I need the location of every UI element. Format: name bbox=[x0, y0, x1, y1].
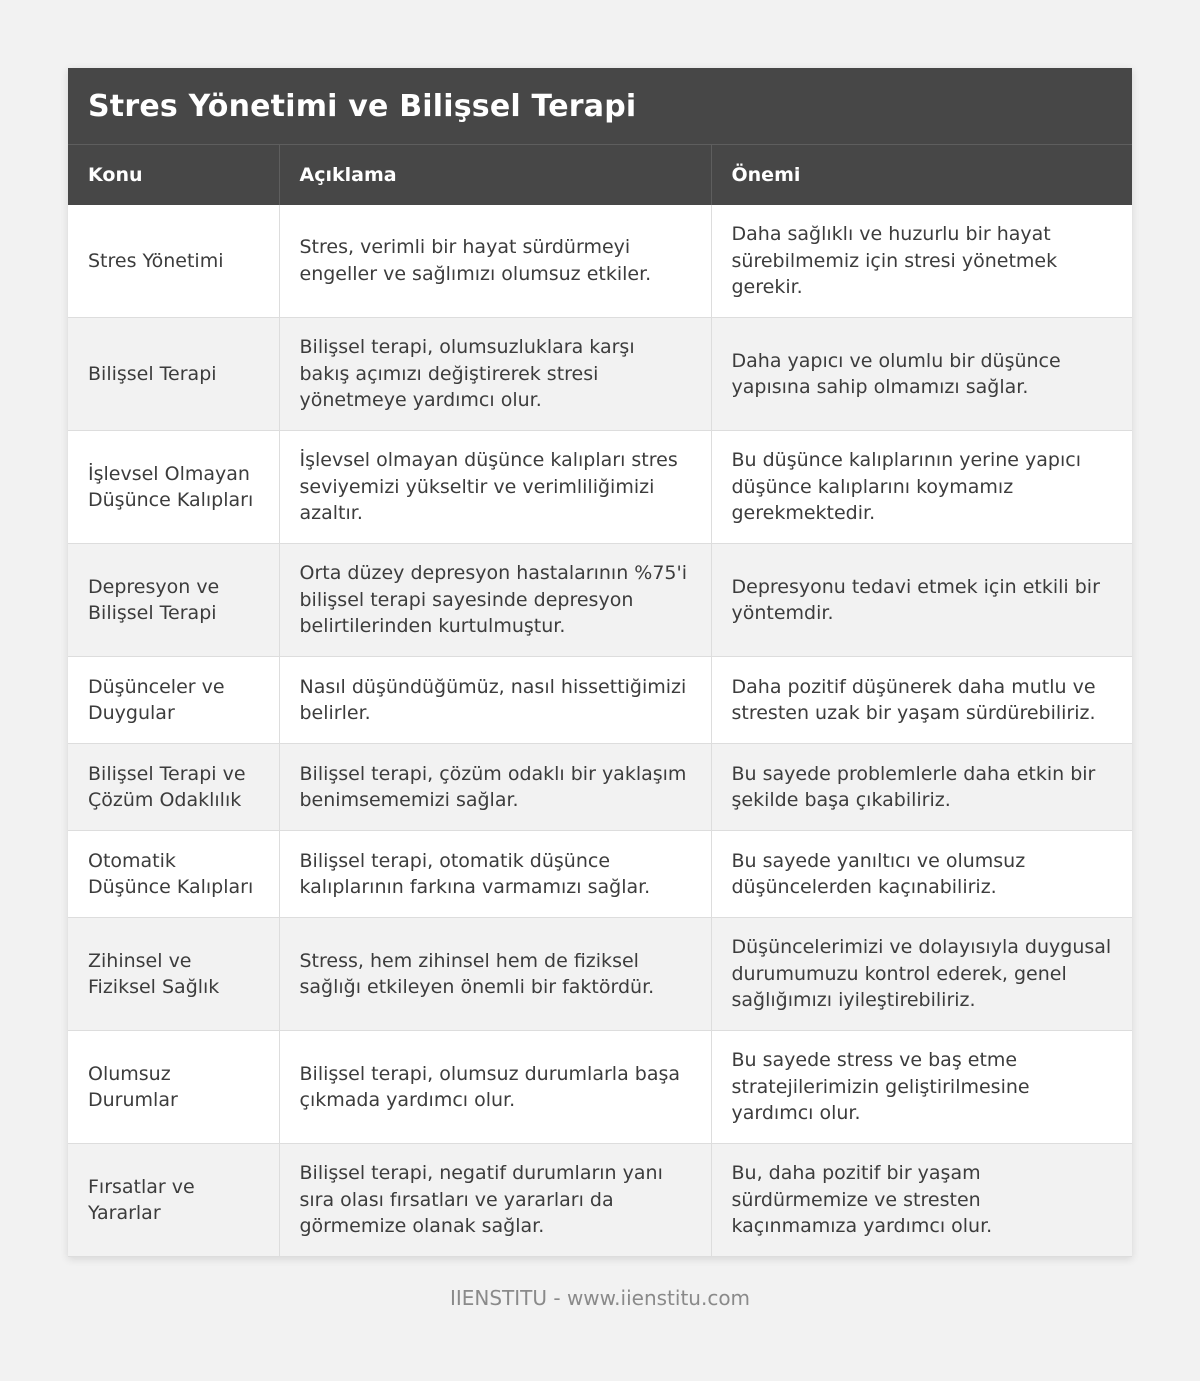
description-cell: Bilişsel terapi, negatif durumların yanı sıra olası fırsatları ve yararları da görmemize olanak sağlar. bbox=[279, 1144, 711, 1257]
importance-cell: Bu sayede problemlerle daha etkin bir şekilde başa çıkabiliriz. bbox=[711, 744, 1132, 831]
table-row bbox=[68, 544, 1132, 657]
table-row bbox=[68, 1031, 1132, 1144]
description-cell: Bilişsel terapi, olumsuz durumlarla başa çıkmada yardımcı olur. bbox=[279, 1031, 711, 1144]
importance-cell: Depresyonu tedavi etmek için etkili bir yöntemdir. bbox=[711, 544, 1132, 657]
description-cell: Nasıl düşündüğümüz, nasıl hissettiğimizi belirler. bbox=[279, 657, 711, 744]
table-row bbox=[68, 431, 1132, 544]
description-cell: Bilişsel terapi, çözüm odaklı bir yaklaşım benimsememizi sağlar. bbox=[279, 744, 711, 831]
importance-cell: Bu sayede yanıltıcı ve olumsuz düşüncelerden kaçınabiliriz. bbox=[711, 831, 1132, 918]
table-row bbox=[68, 657, 1132, 744]
column-header-description: Açıklama bbox=[279, 145, 711, 205]
table-card bbox=[68, 68, 1132, 1257]
importance-cell: Düşüncelerimizi ve dolayısıyla duygusal durumumuzu kontrol ederek, genel sağlığımızı iyileştirebiliriz. bbox=[711, 918, 1132, 1031]
topic-cell: Stres Yönetimi bbox=[68, 205, 279, 318]
description-cell: Bilişsel terapi, olumsuzluklara karşı bakış açımızı değiştirerek stresi yönetmeye yardımcı olur. bbox=[279, 318, 711, 431]
footer-credit: IIENSTITU - www.iienstitu.com bbox=[449, 1286, 751, 1310]
table-row bbox=[68, 318, 1132, 431]
title-bar bbox=[68, 68, 1132, 144]
importance-cell: Daha sağlıklı ve huzurlu bir hayat sürebilmemiz için stresi yönetmek gerekir. bbox=[711, 205, 1132, 318]
column-header-importance: Önemi bbox=[711, 145, 1132, 205]
description-cell: Bilişsel terapi, otomatik düşünce kalıplarının farkına varmamızı sağlar. bbox=[279, 831, 711, 918]
topic-cell: Düşünceler ve Duygular bbox=[68, 657, 279, 744]
importance-cell: Daha yapıcı ve olumlu bir düşünce yapısına sahip olmamızı sağlar. bbox=[711, 318, 1132, 431]
table-row bbox=[68, 205, 1132, 318]
topic-cell: Zihinsel ve Fiziksel Sağlık bbox=[68, 918, 279, 1031]
data-table bbox=[68, 144, 1132, 1257]
table-row bbox=[68, 831, 1132, 918]
importance-cell: Bu sayede stress ve baş etme stratejilerimizin geliştirilmesine yardımcı olur. bbox=[711, 1031, 1132, 1144]
topic-cell: Otomatik Düşünce Kalıpları bbox=[68, 831, 279, 918]
table-body bbox=[68, 205, 1132, 1257]
topic-cell: İşlevsel Olmayan Düşünce Kalıpları bbox=[68, 431, 279, 544]
topic-cell: Fırsatlar ve Yararlar bbox=[68, 1144, 279, 1257]
table-row bbox=[68, 918, 1132, 1031]
table-row bbox=[68, 1144, 1132, 1257]
topic-cell: Depresyon ve Bilişsel Terapi bbox=[68, 544, 279, 657]
header-row bbox=[68, 145, 1132, 205]
topic-cell: Bilişsel Terapi ve Çözüm Odaklılık bbox=[68, 744, 279, 831]
column-header-topic: Konu bbox=[68, 145, 279, 205]
description-cell: Stres, verimli bir hayat sürdürmeyi engeller ve sağlımızı olumsuz etkiler. bbox=[279, 205, 711, 318]
importance-cell: Bu düşünce kalıplarının yerine yapıcı düşünce kalıplarını koymamız gerekmektedir. bbox=[711, 431, 1132, 544]
importance-cell: Daha pozitif düşünerek daha mutlu ve stresten uzak bir yaşam sürdürebiliriz. bbox=[711, 657, 1132, 744]
description-cell: Orta düzey depresyon hastalarının %75'i bilişsel terapi sayesinde depresyon belirtilerinden kurtulmuştur. bbox=[279, 544, 711, 657]
description-cell: İşlevsel olmayan düşünce kalıpları stres seviyemizi yükseltir ve verimliliğimizi azaltır. bbox=[279, 431, 711, 544]
topic-cell: Olumsuz Durumlar bbox=[68, 1031, 279, 1144]
topic-cell: Bilişsel Terapi bbox=[68, 318, 279, 431]
page-title: Stres Yönetimi ve Bilişsel Terapi bbox=[88, 88, 637, 124]
table-header bbox=[68, 145, 1132, 205]
importance-cell: Bu, daha pozitif bir yaşam sürdürmemize ve stresten kaçınmamıza yardımcı olur. bbox=[711, 1144, 1132, 1257]
table-row bbox=[68, 744, 1132, 831]
description-cell: Stress, hem zihinsel hem de fiziksel sağlığı etkileyen önemli bir faktördür. bbox=[279, 918, 711, 1031]
